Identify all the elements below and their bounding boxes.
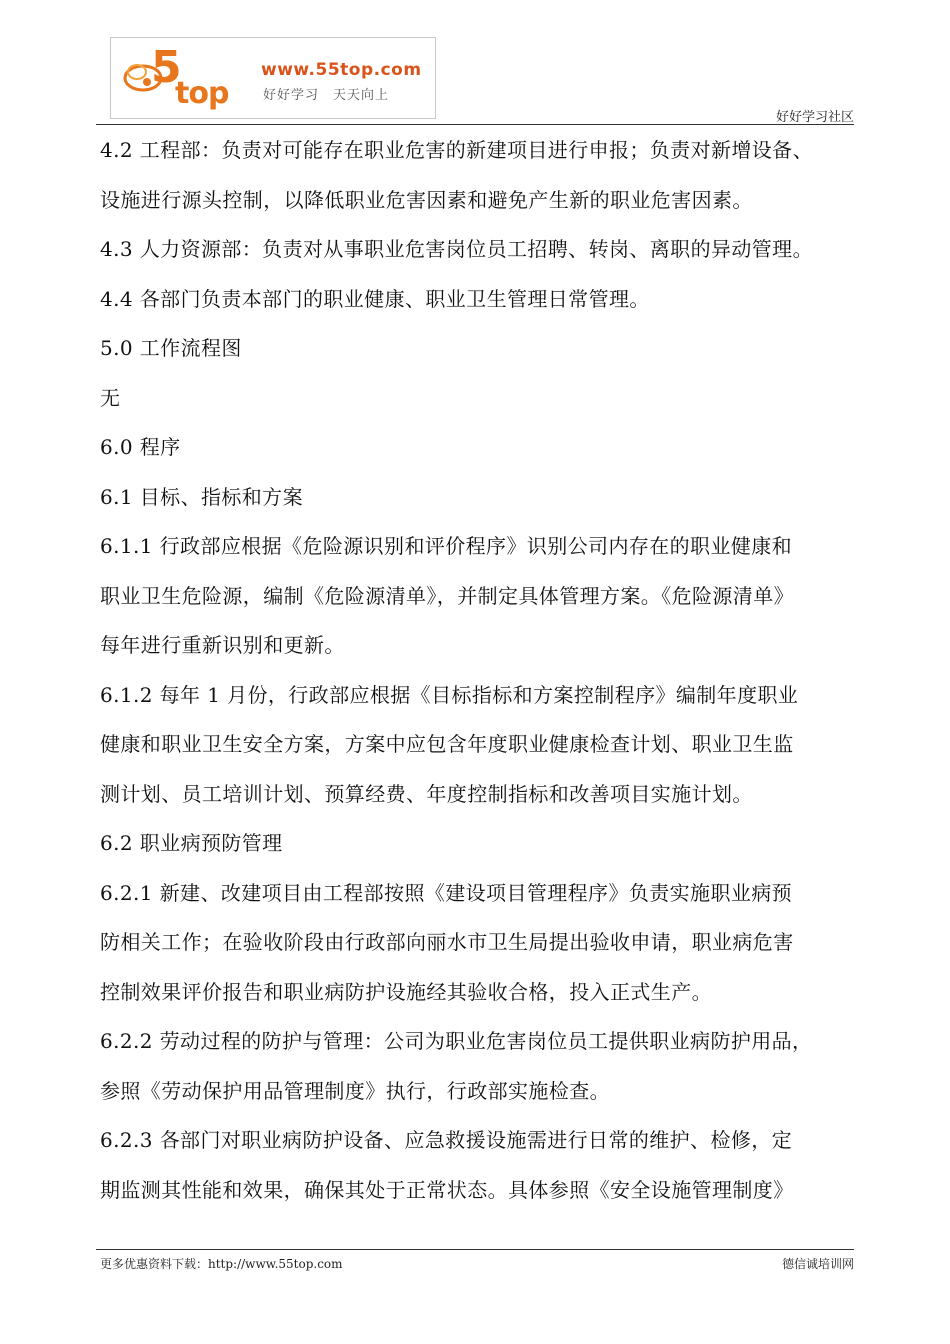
document-body bbox=[100, 126, 865, 1215]
site-logo bbox=[110, 37, 436, 119]
text-line: 4.2 工程部：负责对可能存在职业危害的新建项目进行申报；负责对新增设备、 bbox=[100, 138, 813, 162]
header-community-label: 好好学习社区 bbox=[775, 110, 854, 125]
section-heading: 6.1 目标、指标和方案 bbox=[100, 484, 303, 509]
section-heading: 6.0 程序 bbox=[100, 435, 181, 459]
section-heading: 5.0 工作流程图 bbox=[100, 336, 242, 360]
logo-slogan: 好好学习 天天向上 bbox=[263, 88, 390, 103]
text-line: 设施进行源头控制，以降低职业危害因素和避免产生新的职业危害因素。 bbox=[100, 187, 753, 212]
header-divider bbox=[96, 124, 854, 125]
footer-divider bbox=[96, 1249, 854, 1250]
footer-brand: 德信诚培训网 bbox=[781, 1257, 854, 1271]
text-line: 每年进行重新识别和更新。 bbox=[100, 633, 345, 657]
logo-site-url: www.55top.com bbox=[261, 60, 422, 80]
text-line: 职业卫生危险源，编制《危险源清单》，并制定具体管理方案。《危险源清单》 bbox=[100, 583, 794, 608]
text-line: 期监测其性能和效果，确保其处于正常状态。具体参照《安全设施管理制度》 bbox=[100, 1177, 794, 1202]
text-line: 4.3 人力资源部：负责对从事职业危害岗位员工招聘、转岗、离职的异动管理。 bbox=[100, 237, 813, 261]
text-line: 6.1.2 每年 1 月份，行政部应根据《目标指标和方案控制程序》编制年度职业 bbox=[100, 682, 799, 707]
text-line: 控制效果评价报告和职业病防护设施经其验收合格，投入正式生产。 bbox=[100, 979, 712, 1004]
logo-word: top bbox=[175, 76, 229, 111]
section-heading: 6.2 职业病预防管理 bbox=[100, 831, 283, 855]
text-line: 6.1.1 行政部应根据《危险源识别和评价程序》识别公司内存在的职业健康和 bbox=[100, 534, 793, 558]
text-line: 4.4 各部门负责本部门的职业健康、职业卫生管理日常管理。 bbox=[100, 286, 650, 311]
logo-number: 5 bbox=[151, 42, 181, 93]
text-line: 防相关工作；在验收阶段由行政部向丽水市卫生局提出验收申请，职业病危害 bbox=[100, 930, 794, 954]
text-line: 参照《劳动保护用品管理制度》执行，行政部实施检查。 bbox=[100, 1078, 610, 1103]
text-line: 无 bbox=[100, 385, 121, 410]
footer-download-link[interactable]: 更多优惠资料下载：http://www.55top.com bbox=[100, 1257, 343, 1271]
text-line: 测计划、员工培训计划、预算经费、年度控制指标和改善项目实施计划。 bbox=[100, 781, 753, 806]
text-line: 健康和职业卫生安全方案，方案中应包含年度职业健康检查计划、职业卫生监 bbox=[100, 732, 794, 756]
text-line: 6.2.1 新建、改建项目由工程部按照《建设项目管理程序》负责实施职业病预 bbox=[100, 880, 793, 905]
text-line: 6.2.3 各部门对职业病防护设备、应急救援设施需进行日常的维护、检修，定 bbox=[100, 1128, 793, 1152]
text-line: 6.2.2 劳动过程的防护与管理：公司为职业危害岗位员工提供职业病防护用品， bbox=[100, 1029, 813, 1053]
